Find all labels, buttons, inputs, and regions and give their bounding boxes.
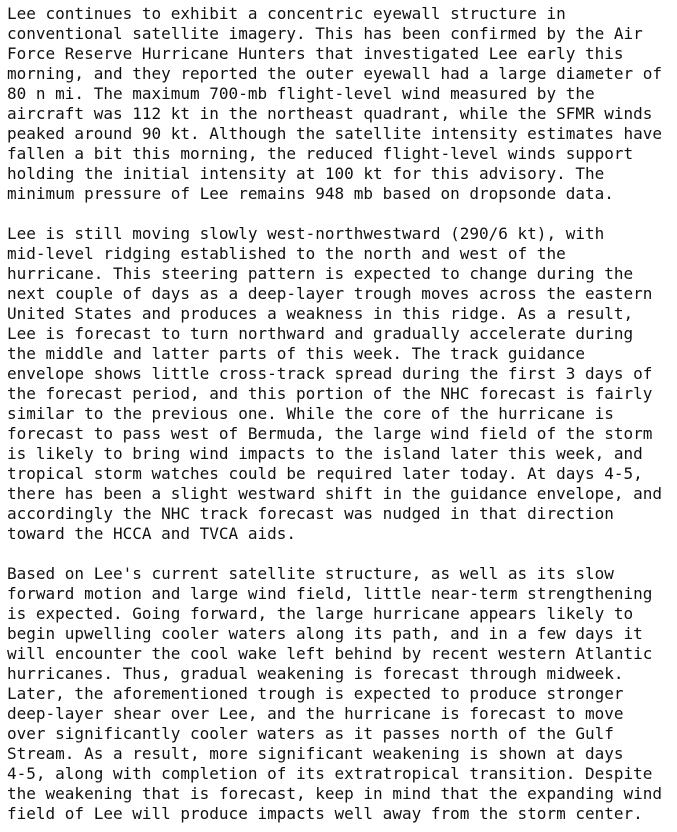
paragraph-track: Lee is still moving slowly west-northwestward (290/6 kt), with mid-level ridging established to the north and west of the hurricane. This steering pattern is expected to change during the next couple of days as a deep-layer trough moves across the eastern United States and produces a weakness in this ridge. As a result, Lee is forecast to turn northward and gradually accelerate during the middle and latter parts of this week. The track guidance envelope shows little cross-track spread during the first 3 days of the forecast period, and this portion of the NHC forecast is fairly similar to the previous one. While the core of the hurricane is forecast to pass west of Bermuda, the large wind field of the storm is likely to bring wind impacts to the island later this week, and tropical storm watches could be required later today. At days 4-5, there has been a slight westward shift in the guidance envelope, and accordingly the NHC track forecast was nudged in that direction toward the HCCA and TVCA aids.	[7, 224, 663, 543]
paragraph-intensity: Lee continues to exhibit a concentric eyewall structure in conventional satellite imagery. This has been confirmed by the Air Force Reserve Hurricane Hunters that investigated Lee early this morning, and they reported the outer eyewall had a large diameter of 80 n mi. The maximum 700-mb flight-level wind measured by the aircraft was 112 kt in the northeast quadrant, while the SFMR winds peaked around 90 kt. Although the satellite intensity estimates have fallen a bit this morning, the reduced flight-level winds support holding the initial intensity at 100 kt for this advisory. The minimum pressure of Lee remains 948 mb based on dropsonde data.	[7, 4, 663, 203]
paragraph-forecast: Based on Lee's current satellite structure, as well as its slow forward motion and large wind field, little near-term strengthening is expected. Going forward, the large hurricane appears likely to begin upwelling cooler waters along its path, and in a few days it will encounter the cool wake left behind by recent western Atlantic hurricanes. Thus, gradual weakening is forecast through midweek. Later, the aforementioned trough is expected to produce stronger deep-layer shear over Lee, and the hurricane is forecast to move over significantly cooler waters as it passes north of the Gulf Stream. As a result, more significant weakening is shown at days 4-5, along with completion of its extratropical transition. Despite the weakening that is forecast, keep in mind that the expanding wind field of Lee will produce impacts well away from the storm center.	[7, 564, 663, 823]
